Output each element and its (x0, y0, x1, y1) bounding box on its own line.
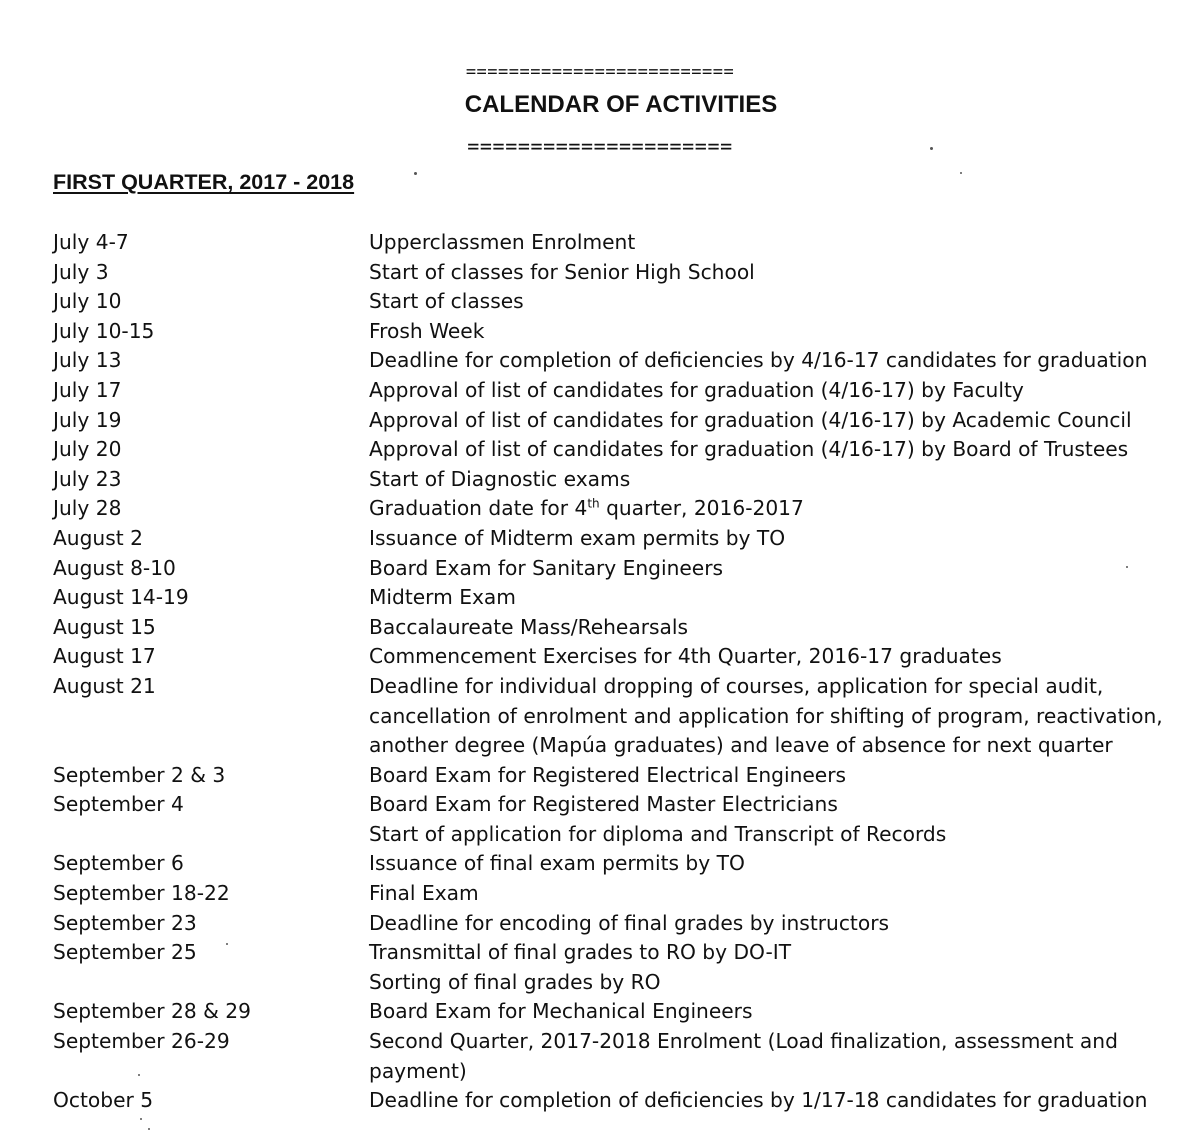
schedule-date: July 23 (53, 466, 122, 491)
schedule-date: August 21 (53, 673, 156, 698)
activity-line: Approval of list of candidates for graduation (4/16-17) by Academic Council (369, 407, 1132, 432)
scan-speck (960, 172, 962, 174)
schedule-activity (369, 524, 1169, 554)
schedule-activity (369, 672, 1169, 761)
activity-line: Upperclassmen Enrolment (369, 230, 636, 254)
activity-line: Transmittal of final grades to RO by DO-IT (369, 940, 792, 965)
schedule-activity (369, 406, 1169, 436)
activity-line: payment) (369, 1058, 467, 1083)
schedule-activity (369, 435, 1169, 465)
schedule-date: September 6 (53, 851, 184, 876)
schedule-date: September 18-22 (53, 881, 230, 906)
schedule-date: July 10 (53, 289, 122, 314)
schedule-date: July 13 (53, 348, 122, 373)
schedule-activity (369, 849, 1169, 879)
activity-line: Start of Diagnostic exams (369, 466, 631, 491)
activity-line: Second Quarter, 2017-2018 Enrolment (Load finalization, assessment and (369, 1029, 1118, 1054)
quarter-heading: FIRST QUARTER, 2017 - 2018 (53, 170, 355, 194)
schedule-date: August 17 (53, 644, 156, 669)
schedule-activity (369, 997, 1169, 1027)
schedule-row (0, 790, 1200, 849)
schedule-date: August 15 (53, 614, 156, 639)
schedule-date: August 2 (53, 525, 143, 550)
schedule-activity (369, 938, 1169, 997)
schedule-date: September 4 (53, 792, 184, 817)
schedule-row (0, 938, 1200, 997)
activity-line: Start of application for diploma and Transcript of Records (369, 821, 947, 846)
ordinal-suffix: th (587, 496, 600, 511)
schedule-row (0, 346, 1200, 376)
schedule-date: July 19 (53, 407, 122, 432)
schedule-row (0, 258, 1200, 288)
scan-speck (930, 147, 933, 150)
schedule-activity (369, 1027, 1169, 1086)
schedule-date: July 17 (53, 377, 122, 402)
schedule-activity (369, 613, 1169, 643)
title-rule-bottom: ===================== (467, 134, 733, 158)
activity-line: Sorting of final grades by RO (369, 969, 661, 994)
scan-speck (138, 1074, 140, 1076)
schedule-date: July 3 (53, 259, 109, 284)
activity-line: Start of classes for Senior High School (369, 259, 755, 284)
activity-line: Issuance of final exam permits by TO (369, 851, 745, 876)
schedule-date: September 26-29 (53, 1029, 230, 1054)
schedule-row (0, 879, 1200, 909)
activity-line: Frosh Week (369, 318, 485, 343)
schedule-row (0, 228, 1200, 258)
activity-line: Approval of list of candidates for graduation (4/16-17) by Faculty (369, 377, 1024, 402)
schedule-date: September 28 & 29 (53, 999, 251, 1024)
activity-line: Graduation date for 4th quarter, 2016-2017 (369, 496, 804, 521)
schedule-row (0, 287, 1200, 317)
activity-line: Final Exam (369, 881, 479, 906)
schedule-activity (369, 376, 1169, 406)
activity-line: Board Exam for Registered Master Electricians (369, 792, 838, 817)
activity-line: Commencement Exercises for 4th Quarter, 2016-17 graduates (369, 644, 1002, 669)
schedule-date: July 10-15 (53, 318, 155, 343)
activity-line: Start of classes (369, 289, 524, 314)
scan-speck (414, 172, 417, 175)
schedule-activity (369, 1086, 1169, 1116)
activity-line: Baccalaureate Mass/Rehearsals (369, 614, 689, 639)
schedule-activity (369, 790, 1169, 849)
activity-line: Board Exam for Registered Electrical Engineers (369, 762, 847, 787)
document-title: CALENDAR OF ACTIVITIES (464, 91, 778, 118)
schedule-row (0, 494, 1200, 524)
schedule-activity (369, 494, 1169, 524)
activity-line: Midterm Exam (369, 585, 516, 610)
schedule-row (0, 909, 1200, 939)
schedule-row (0, 583, 1200, 613)
schedule-row (0, 435, 1200, 465)
schedule-activity (369, 879, 1169, 909)
activity-schedule (0, 228, 1200, 1116)
schedule-date: September 25 (53, 940, 197, 965)
schedule-row (0, 1086, 1200, 1116)
schedule-date: July 4-7 (53, 230, 129, 254)
schedule-activity (369, 761, 1169, 791)
schedule-row (0, 672, 1200, 761)
schedule-row (0, 1027, 1200, 1086)
scan-speck (140, 1118, 142, 1120)
schedule-row (0, 849, 1200, 879)
schedule-date: September 2 & 3 (53, 762, 226, 787)
schedule-date: August 8-10 (53, 555, 176, 580)
schedule-activity (369, 909, 1169, 939)
schedule-activity (369, 287, 1169, 317)
activity-line: another degree (Mapúa graduates) and leave of absence for next quarter (369, 733, 1113, 758)
schedule-row (0, 613, 1200, 643)
schedule-row (0, 406, 1200, 436)
activity-line: Approval of list of candidates for graduation (4/16-17) by Board of Trustees (369, 437, 1129, 462)
schedule-date: September 23 (53, 910, 197, 935)
schedule-date: July 28 (53, 496, 122, 521)
activity-line: cancellation of enrolment and application for shifting of program, reactivation, (369, 703, 1163, 728)
scan-speck (148, 1128, 150, 1130)
schedule-row (0, 642, 1200, 672)
schedule-row (0, 524, 1200, 554)
activity-line: Board Exam for Mechanical Engineers (369, 999, 753, 1024)
activity-line: Deadline for individual dropping of courses, application for special audit, (369, 673, 1104, 698)
schedule-activity (369, 317, 1169, 347)
schedule-row (0, 997, 1200, 1027)
schedule-row (0, 465, 1200, 495)
schedule-row (0, 761, 1200, 791)
schedule-date: July 20 (53, 437, 122, 462)
scan-speck (226, 943, 228, 945)
activity-line: Deadline for encoding of final grades by instructors (369, 910, 890, 935)
schedule-activity (369, 228, 1169, 258)
activity-line: Deadline for completion of deficiencies by 4/16-17 candidates for graduation (369, 348, 1148, 373)
schedule-activity (369, 583, 1169, 613)
activity-line: Issuance of Midterm exam permits by TO (369, 525, 786, 550)
scan-speck (1126, 566, 1128, 568)
activity-line: Deadline for completion of deficiencies by 1/17-18 candidates for graduation (369, 1088, 1148, 1113)
schedule-activity (369, 465, 1169, 495)
schedule-row (0, 554, 1200, 584)
schedule-row (0, 376, 1200, 406)
schedule-row (0, 317, 1200, 347)
title-rule-top: ========================= (465, 62, 735, 82)
activity-line: Board Exam for Sanitary Engineers (369, 555, 724, 580)
schedule-activity (369, 346, 1169, 376)
schedule-date: August 14-19 (53, 585, 189, 610)
schedule-activity (369, 258, 1169, 288)
schedule-date: October 5 (53, 1088, 154, 1113)
schedule-activity (369, 642, 1169, 672)
schedule-activity (369, 554, 1169, 584)
